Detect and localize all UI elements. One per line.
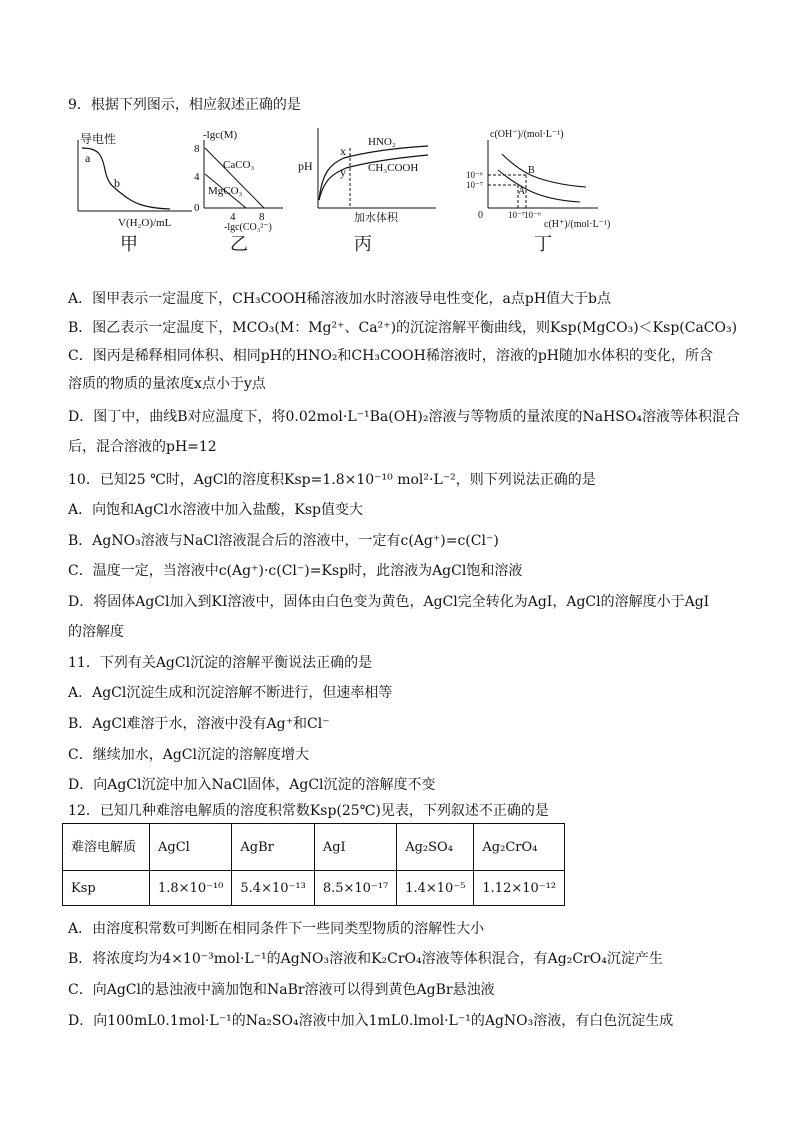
bing-label-ch3cooh: CH₃COOH (368, 162, 419, 174)
ding-caption: 丁 (534, 234, 552, 254)
ding-tick-y2: 10⁻⁷ (466, 180, 483, 190)
bing-point-x: x (340, 144, 346, 158)
jia-ylabel: 导电性 (80, 132, 117, 146)
yi-ylabel: -lgc(M) (203, 129, 238, 141)
yi-caption: 乙 (230, 234, 248, 254)
jia-point-a: a (85, 151, 91, 165)
yi-tick-y-4: 4 (194, 171, 200, 183)
figure-yi (188, 118, 298, 268)
q10-option-b: B．AgNO₃溶液与NaCl溶液混合后的溶液中，一定有c(Ag⁺)=c(Cl⁻) (68, 533, 499, 549)
table-header-cell: 难溶电解质 (63, 824, 150, 871)
bing-xlabel: 加水体积 (354, 212, 398, 224)
table-cell: 1.12×10⁻¹² (474, 871, 565, 906)
table-cell: 5.4×10⁻¹³ (232, 871, 314, 906)
q11-stem: 11．下列有关AgCl沉淀的溶解平衡说法正确的是 (68, 655, 373, 671)
table-header-cell: AgI (314, 824, 396, 871)
q10-stem: 10．已知25 ℃时，AgCl的溶度积Ksp=1.8×10⁻¹⁰ mol²·L⁻²，则下列说法正确的是 (68, 472, 596, 488)
ding-origin: 0 (478, 210, 483, 221)
q10-option-d-line1: D．将固体AgCl加入到KI溶液中，固体由白色变为黄色，AgCl完全转化为AgI，AgCl的溶解度小于AgI (68, 594, 710, 610)
bing-ylabel: pH (298, 159, 313, 173)
ksp-table (62, 823, 565, 906)
q12-option-b: B．将浓度均为4×10⁻³mol·L⁻¹的AgNO₃溶液和K₂CrO₄溶液等体积混合，有Ag₂CrO₄沉淀产生 (68, 951, 663, 967)
q11-option-d: D．向AgCl沉淀中加入NaCl固体，AgCl沉淀的溶解度不变 (68, 777, 436, 793)
table-header-cell: AgBr (232, 824, 314, 871)
table-cell: 1.8×10⁻¹⁰ (150, 871, 232, 906)
ding-tick-y1: 10⁻⁶ (466, 170, 483, 180)
jia-caption: 甲 (120, 234, 138, 254)
jia-xlabel: V(H₂O)/mL (118, 217, 172, 229)
yi-tick-y-8: 8 (194, 143, 200, 155)
q11-option-b: B．AgCl难溶于水，溶液中没有Ag⁺和Cl⁻ (68, 716, 330, 732)
ding-ylabel: c(OH⁻)/(mol·L⁻¹) (490, 129, 564, 140)
table-cell: 8.5×10⁻¹⁷ (314, 871, 396, 906)
figure-bing (296, 118, 456, 268)
q12-option-d: D．向100mL0.1mol·L⁻¹的Na₂SO₄溶液中加入1mL0.lmol·L⁻¹的AgNO₃溶液，有白色沉淀生成 (68, 1013, 674, 1029)
q9-option-a: A．图甲表示一定温度下，CH₃COOH稀溶液加水时溶液导电性变化，a点pH值大于b点 (68, 291, 611, 307)
table-header-cell: Ag₂SO₄ (397, 824, 474, 871)
yi-tick-y-0: 0 (194, 202, 200, 214)
q9-option-d-line1: D．图丁中，曲线B对应温度下，将0.02mol·L⁻¹Ba(OH)₂溶液与等物质的量浓度的NaHSO₄溶液等体积混合 (68, 409, 740, 425)
yi-label-caco3: CaCO₃ (223, 159, 255, 171)
table-header-row (63, 824, 565, 871)
q10-option-d-line2: 的溶解度 (68, 624, 124, 640)
yi-label-mgco3: MgCO₃ (208, 185, 243, 197)
bing-point-y: y (340, 165, 346, 179)
q9-option-b: B．图乙表示一定温度下，MCO₃(M：Mg²⁺、Ca²⁺)的沉淀溶解平衡曲线，则Ksp(MgCO₃)＜Ksp(CaCO₃) (68, 320, 738, 336)
q11-option-c: C．继续加水，AgCl沉淀的溶解度增大 (68, 747, 309, 763)
jia-curve (82, 148, 170, 209)
q11-option-a: A．AgCl沉淀生成和沉淀溶解不断进行，但速率相等 (68, 685, 393, 701)
table-cell: Ksp (63, 871, 150, 906)
q10-option-c: C．温度一定，当溶液中c(Ag⁺)·c(Cl⁻)=Ksp时，此溶液为AgCl饱和溶液 (68, 563, 523, 579)
q9-stem: 9．根据下列图示，相应叙述正确的是 (68, 97, 301, 113)
q12-stem: 12．已知几种难溶电解质的溶度积常数Ksp(25℃)见表，下列叙述不正确的是 (68, 803, 549, 819)
q12-option-c: C．向AgCl的悬浊液中滴加饱和NaBr溶液可以得到黄色AgBr悬浊液 (68, 982, 495, 998)
figure-ding (458, 118, 678, 268)
ding-point-b: B (528, 165, 535, 176)
q10-option-a: A．向饱和AgCl水溶液中加入盐酸，Ksp值变大 (68, 502, 363, 518)
yi-tick-x-4: 4 (230, 211, 236, 223)
table-row (63, 871, 565, 906)
ding-point-a: A (518, 186, 526, 197)
ding-tick-x2: 10⁻⁶ (524, 210, 541, 220)
table-header-cell: AgCl (150, 824, 232, 871)
jia-point-b: b (114, 176, 120, 190)
q9-option-c-line2: 溶质的物质的量浓度x点小于y点 (68, 376, 266, 392)
ding-tick-x1: 10⁻⁷ (508, 210, 525, 220)
yi-tick-x-8: 8 (259, 211, 265, 223)
ding-xlabel: c(H⁺)/(mol·L⁻¹) (544, 219, 611, 230)
figure-jia (70, 118, 200, 268)
bing-label-hno2: HNO₂ (368, 136, 396, 148)
bing-caption: 丙 (354, 234, 372, 254)
q9-option-d-line2: 后，混合溶液的pH=12 (68, 439, 217, 455)
table-header-cell: Ag₂CrO₄ (474, 824, 565, 871)
q12-option-a: A．由溶度积常数可判断在相同条件下一些同类型物质的溶解性大小 (68, 921, 485, 937)
yi-xlabel: -lgc(CO₃²⁻) (224, 222, 272, 233)
table-cell: 1.4×10⁻⁵ (397, 871, 474, 906)
q9-figures (60, 118, 680, 268)
q9-option-c-line1: C．图丙是稀释相同体积、相同pH的HNO₂和CH₃COOH稀溶液时，溶液的pH随加水体积的变化，所含 (68, 348, 714, 364)
